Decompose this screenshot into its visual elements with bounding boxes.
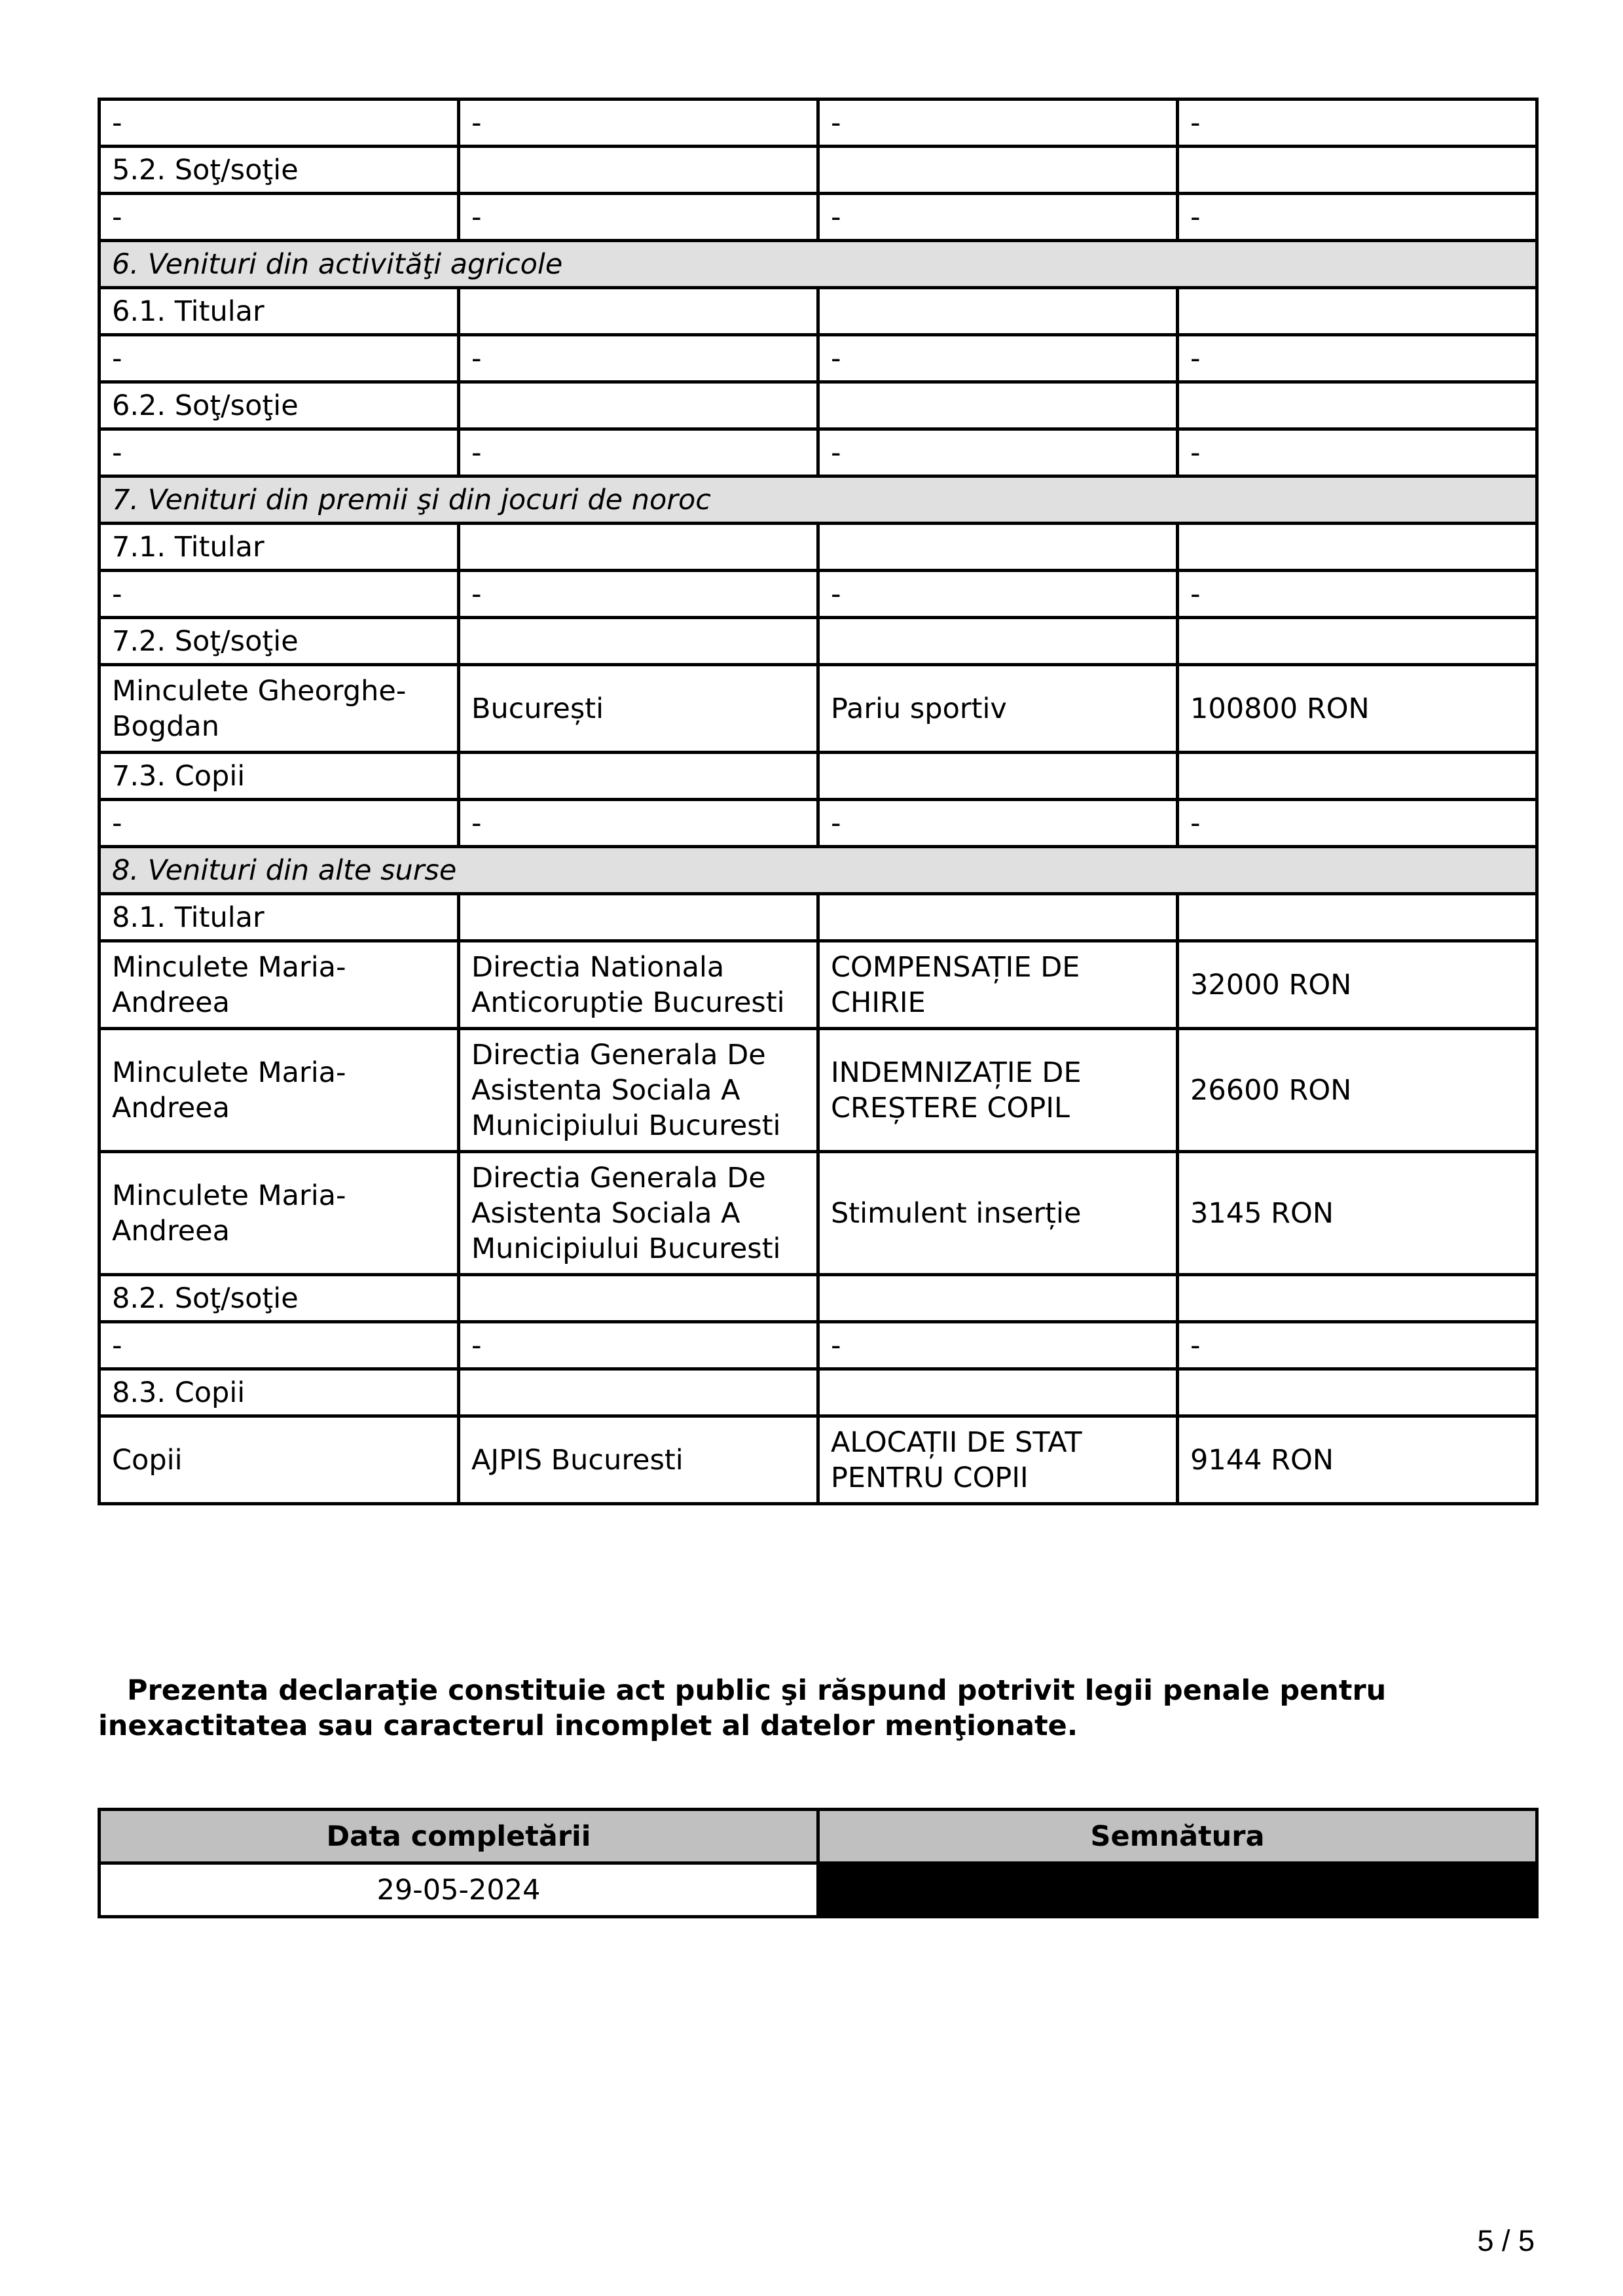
table-cell: [459, 288, 818, 335]
table-cell: -: [459, 800, 818, 847]
table-cell: -: [818, 800, 1178, 847]
table-cell: -: [818, 335, 1178, 382]
amount-cell: 100800 RON: [1178, 665, 1537, 753]
table-cell: [1178, 147, 1537, 194]
section-header-row: [100, 847, 1537, 894]
table-cell: -: [459, 1322, 818, 1369]
table-cell: [818, 1275, 1178, 1322]
service-cell: COMPENSAȚIE DE CHIRIE: [818, 941, 1178, 1029]
table-row: [100, 1029, 1537, 1152]
table-row: [100, 753, 1537, 800]
table-cell: -: [818, 99, 1178, 147]
amount-cell: 32000 RON: [1178, 941, 1537, 1029]
table-row: [100, 147, 1537, 194]
table-row: [100, 524, 1537, 571]
table-row: [100, 335, 1537, 382]
beneficiary-cell: Minculete Maria-Andreea: [100, 1029, 459, 1152]
table-row: [100, 382, 1537, 429]
signature-value-row: [100, 1863, 1537, 1917]
table-cell: -: [100, 99, 459, 147]
table-cell: [459, 382, 818, 429]
table-cell: -: [100, 335, 459, 382]
table-cell: [818, 753, 1178, 800]
source-cell: Directia Nationala Anticoruptie Bucuresti: [459, 941, 818, 1029]
service-cell: Pariu sportiv: [818, 665, 1178, 753]
subsection-label: 6.2. Soţ/soţie: [100, 382, 459, 429]
table-cell: [818, 288, 1178, 335]
subsection-label: 8.2. Soţ/soţie: [100, 1275, 459, 1322]
table-cell: -: [459, 99, 818, 147]
table-cell: -: [1178, 335, 1537, 382]
legal-statement: Prezenta declaraţie constituie act public şi răspund potrivit legii penale pentru inexactitatea sau caracterul incomplet al datelor menţionate.: [98, 1674, 1387, 1742]
table-cell: -: [818, 429, 1178, 476]
table-row: [100, 1369, 1537, 1416]
beneficiary-cell: Copii: [100, 1416, 459, 1504]
table-cell: -: [1178, 194, 1537, 241]
table-cell: [1178, 753, 1537, 800]
section-title: 6. Venituri din activităţi agricole: [100, 241, 1537, 288]
table-row: [100, 1152, 1537, 1275]
table-row: [100, 894, 1537, 941]
subsection-label: 5.2. Soţ/soţie: [100, 147, 459, 194]
table-row: [100, 1275, 1537, 1322]
signature-header-row: [100, 1810, 1537, 1863]
subsection-label: 6.1. Titular: [100, 288, 459, 335]
table-cell: -: [100, 571, 459, 618]
table-cell: -: [1178, 800, 1537, 847]
table-cell: [1178, 524, 1537, 571]
table-cell: [459, 753, 818, 800]
table-row: [100, 1416, 1537, 1504]
table-cell: -: [459, 429, 818, 476]
table-row: [100, 194, 1537, 241]
table-row: [100, 665, 1537, 753]
table-cell: -: [100, 800, 459, 847]
table-cell: [818, 1369, 1178, 1416]
table-cell: [459, 894, 818, 941]
completion-date: 29-05-2024: [100, 1863, 818, 1917]
table-cell: [1178, 618, 1537, 665]
table-cell: [459, 147, 818, 194]
table-cell: -: [100, 1322, 459, 1369]
table-cell: -: [1178, 1322, 1537, 1369]
subsection-label: 7.1. Titular: [100, 524, 459, 571]
table-cell: -: [818, 1322, 1178, 1369]
table-cell: [818, 524, 1178, 571]
table-cell: [1178, 1275, 1537, 1322]
redacted-signature: [818, 1863, 1537, 1917]
table-cell: [459, 618, 818, 665]
table-cell: -: [1178, 571, 1537, 618]
source-cell: Directia Generala De Asistenta Sociala A Municipiului Bucuresti: [459, 1152, 818, 1275]
section-title: 8. Venituri din alte surse: [100, 847, 1537, 894]
table-cell: [1178, 382, 1537, 429]
section-title: 7. Venituri din premii şi din jocuri de noroc: [100, 476, 1537, 524]
amount-cell: 3145 RON: [1178, 1152, 1537, 1275]
table-cell: [818, 894, 1178, 941]
table-cell: -: [100, 429, 459, 476]
service-cell: Stimulent inserție: [818, 1152, 1178, 1275]
subsection-label: 7.2. Soţ/soţie: [100, 618, 459, 665]
table-cell: [818, 618, 1178, 665]
table-cell: [1178, 1369, 1537, 1416]
table-row: [100, 1322, 1537, 1369]
date-header: Data completării: [100, 1810, 818, 1863]
table-row: [100, 800, 1537, 847]
table-row: [100, 571, 1537, 618]
table-row: [100, 941, 1537, 1029]
table-cell: [459, 1275, 818, 1322]
signature-header: Semnătura: [818, 1810, 1537, 1863]
table-cell: -: [100, 194, 459, 241]
service-cell: ALOCAȚII DE STAT PENTRU COPII: [818, 1416, 1178, 1504]
amount-cell: 26600 RON: [1178, 1029, 1537, 1152]
table-cell: -: [1178, 429, 1537, 476]
page-number: 5 / 5: [1477, 2224, 1535, 2257]
source-cell: București: [459, 665, 818, 753]
source-cell: Directia Generala De Asistenta Sociala A Municipiului Bucuresti: [459, 1029, 818, 1152]
table-cell: -: [459, 571, 818, 618]
income-table: [98, 98, 1539, 1505]
beneficiary-cell: Minculete Maria-Andreea: [100, 1152, 459, 1275]
table-cell: -: [459, 194, 818, 241]
subsection-label: 8.1. Titular: [100, 894, 459, 941]
table-row: [100, 429, 1537, 476]
table-cell: [459, 1369, 818, 1416]
table-cell: [818, 382, 1178, 429]
signature-table: [98, 1808, 1539, 1918]
table-cell: -: [459, 335, 818, 382]
table-row: [100, 99, 1537, 147]
subsection-label: 7.3. Copii: [100, 753, 459, 800]
table-cell: [1178, 894, 1537, 941]
table-cell: [1178, 288, 1537, 335]
service-cell: INDEMNIZAȚIE DE CREȘTERE COPIL: [818, 1029, 1178, 1152]
section-header-row: [100, 241, 1537, 288]
table-cell: -: [818, 194, 1178, 241]
subsection-label: 8.3. Copii: [100, 1369, 459, 1416]
beneficiary-cell: Minculete Gheorghe-Bogdan: [100, 665, 459, 753]
amount-cell: 9144 RON: [1178, 1416, 1537, 1504]
section-header-row: [100, 476, 1537, 524]
table-cell: [459, 524, 818, 571]
table-cell: -: [1178, 99, 1537, 147]
source-cell: AJPIS Bucuresti: [459, 1416, 818, 1504]
table-row: [100, 288, 1537, 335]
table-cell: -: [818, 571, 1178, 618]
table-cell: [818, 147, 1178, 194]
beneficiary-cell: Minculete Maria-Andreea: [100, 941, 459, 1029]
table-row: [100, 618, 1537, 665]
